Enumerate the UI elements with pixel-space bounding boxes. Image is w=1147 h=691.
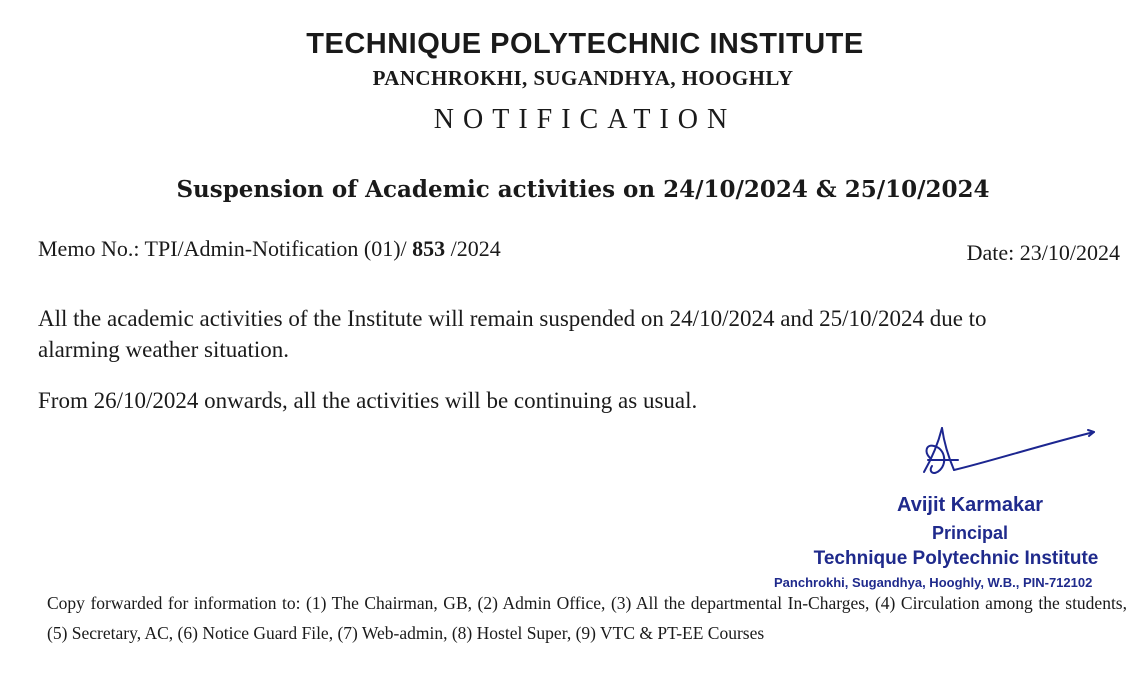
memo-prefix: Memo No.: TPI/Admin-Notification (01)/ [38,236,413,261]
notice-subject: Suspension of Academic activities on 24/10/2024 & 25/10/2024 [176,176,990,203]
memo-number-line [38,236,501,262]
stamp-address: Panchrokhi, Sugandhya, Hooghly, W.B., PIN-712102 [774,575,1093,590]
signature-image [918,422,1098,484]
notice-date: Date: 23/10/2024 [966,240,1120,265]
stamp-name: Avijit Karmakar [897,494,1043,516]
notification-title: NOTIFICATION [433,104,737,135]
stamp-institute: Technique Polytechnic Institute [813,548,1099,569]
body-paragraph-2: From 26/10/2024 onwards, all the activities will be continuing as usual. [38,388,698,413]
memo-number: 853 [412,236,446,261]
institute-name: TECHNIQUE POLYTECHNIC INSTITUTE [306,28,864,60]
copy-forwarded-list: Copy forwarded for information to: (1) The Chairman, GB, (2) Admin Office, (3) All the departmental In-Charges, (4) Circulation among the students, (5) Secretary, AC, (6) Notice Guard File, (7) Web-admin, (8) Hostel Super, (9) VTC & PT-EE Courses [47,593,1127,643]
institute-address: PANCHROKHI, SUGANDHYA, HOOGHLY [372,66,794,90]
stamp-title: Principal [931,523,1009,543]
body-paragraph-1: All the academic activities of the Institute will remain suspended on 24/10/2024 and 25/10/2024 due to alarming weather situation. [38,306,987,362]
memo-suffix: /2024 [445,236,501,261]
